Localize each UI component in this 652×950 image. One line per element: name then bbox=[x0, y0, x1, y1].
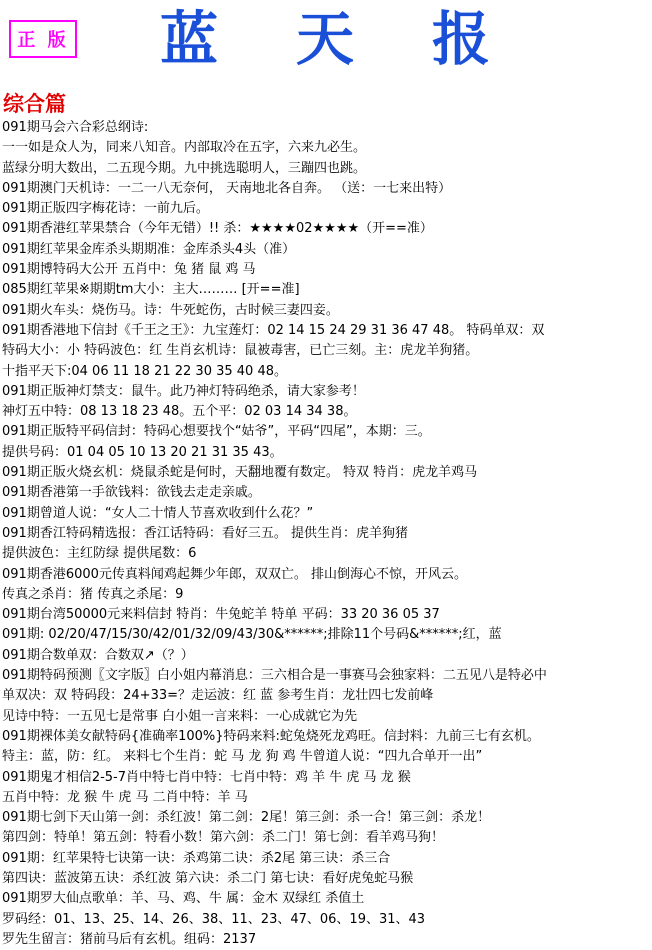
text-line: 091期香港第一手欲钱料：欲钱去走走亲戚。 bbox=[2, 485, 261, 501]
text-line: 091期火车头：烧伤马。诗：牛死蛇伤，古时候三妻四妾。 bbox=[2, 302, 339, 318]
text-line: 见诗中特：一五见七是常事 白小姐一言来料：一心成就它为先 bbox=[2, 708, 358, 724]
text-line: 091期正版四字梅花诗：一前九后。 bbox=[2, 201, 209, 217]
text-line: 091期合数单双：合数双↗（？） bbox=[2, 647, 194, 663]
text-line: 091期罗大仙点歌单：羊、马、鸡、牛 属：金木 双绿红 杀值土 bbox=[2, 891, 365, 907]
masthead-char: 报 bbox=[431, 5, 490, 73]
text-line: 罗码经：01、13、25、14、26、38、11、23、47、06、19、31、43 bbox=[2, 911, 426, 927]
text-line: 091期澳门天机诗：一二一八无奈何， 天南地北各自奔。 （送：一七来出特） bbox=[2, 180, 452, 196]
text-line: 提供号码：01 04 05 10 13 20 21 31 35 43。 bbox=[2, 444, 283, 460]
text-line: 091期博特码大公开 五肖中：兔 猪 鼠 鸡 马 bbox=[2, 262, 256, 278]
text-line: 蓝绿分明大数出，二五现今期。九中挑选聪明人，三蹦四也跳。 bbox=[2, 160, 367, 176]
text-line: 091期特码预测〖文字版〗白小姐内幕消息：三六相合是一事赛马会独家料：二五见八是特必中 bbox=[2, 668, 547, 684]
edition-badge: 正 版 bbox=[9, 20, 77, 58]
text-line: 091期香港6000元传真料闻鸡起舞少年郎，双双亡。 排山倒海心不惊，开风云。 bbox=[2, 566, 468, 582]
text-line: 091期红苹果金库杀头期期准：金库杀头4头（准） bbox=[2, 241, 296, 257]
masthead-title bbox=[160, 4, 490, 74]
text-line: 十指平天下:04 06 11 18 21 22 30 35 40 48。 bbox=[2, 363, 287, 379]
section-title: 综合篇 bbox=[3, 91, 66, 116]
text-line: 第四剑：特单！第五剑：特看小数！第六剑：杀二门！第七剑：看羊鸡马狗！ bbox=[2, 830, 445, 846]
text-line: 091期正版火烧玄机：烧鼠杀蛇是何时，天翻地覆有数定。 特双 特肖：虎龙羊鸡马 bbox=[2, 465, 478, 481]
text-line: 091期鬼才相信2-5-7肖中特七肖中特：七肖中特：鸡 羊 牛 虎 马 龙 猴 bbox=[2, 769, 411, 785]
text-line: 一一如是众人为，同来八知音。内部取冷在五字，六来九必生。 bbox=[2, 140, 367, 156]
text-line: 特码大小：小 特码波色：红 生肖玄机诗：鼠被毒害，已亡三刻。主：虎龙羊狗猪。 bbox=[2, 343, 479, 359]
text-line: 五肖中特：龙 猴 牛 虎 马 二肖中特：羊 马 bbox=[2, 789, 248, 805]
text-line: 091期香江特码精选报：香江话特码：看好三五。 提供生肖：虎羊狗猪 bbox=[2, 525, 408, 541]
text-line: 091期: 02/20/47/15/30/42/01/32/09/43/30&******;排除11个号码&******;红，蓝 bbox=[2, 627, 502, 643]
text-line: 提供波色：主红防绿 提供尾数：6 bbox=[2, 546, 197, 562]
text-line: 神灯五中特：08 13 18 23 48。五个平：02 03 14 34 38。 bbox=[2, 404, 357, 420]
text-line: 091期七剑下天山第一剑：杀红波！第二剑：2尾！第三剑：杀一合！第三剑：杀龙！ bbox=[2, 810, 491, 826]
text-line: 单双决：双 特码段：24+33=？走运波：红 蓝 参考生肖：龙壮四七发前峰 bbox=[2, 688, 434, 704]
text-line: 091期香港红苹果禁合（今年无错）!! 杀：★★★★02★★★★（开==准） bbox=[2, 221, 433, 237]
text-line: 091期曾道人说：“女人二十情人节喜欢收到什么花？” bbox=[2, 505, 314, 521]
text-line: 特主：蓝，防：红。 来料七个生肖：蛇 马 龙 狗 鸡 牛曾道人说：“四九合单开一出” bbox=[2, 749, 483, 765]
text-line: 091期正版神灯禁支：鼠牛。此乃神灯特码绝杀，请大家参考！ bbox=[2, 383, 365, 399]
text-line: 091期马会六合彩总纲诗: bbox=[2, 120, 149, 135]
text-line: 091期：红苹果特七诀第一诀：杀鸡第二诀：杀2尾 第三诀：杀三合 bbox=[2, 850, 391, 866]
text-line: 传真之杀肖：猪 传真之杀尾：9 bbox=[2, 586, 184, 602]
masthead-char: 蓝 bbox=[160, 5, 219, 73]
text-line: 091期正版特平码信封：特码心想要找个“姑爷”，平码“四尾”，本期：三。 bbox=[2, 424, 431, 440]
text-line: 091期台湾50000元来料信封 特肖：牛兔蛇羊 特单 平码：33 20 36 05 37 bbox=[2, 607, 440, 623]
text-line: 091期香港地下信封《千王之王》：九宝莲灯：02 14 15 24 29 31 36 47 48。 特码单双：双 bbox=[2, 322, 545, 338]
text-line: 091期裸体美女献特码{准确率100%}特码来料:蛇兔烧死龙鸡旺。信封料：九前三七有玄机。 bbox=[2, 728, 540, 744]
content-lines bbox=[2, 118, 650, 950]
text-line: 第四诀：蓝波第五诀：杀红波 第六诀：杀二门 第七诀：看好虎兔蛇马猴 bbox=[2, 870, 414, 886]
text-line: 085期红苹果※期期tm大小：主大……… [开==准] bbox=[2, 282, 300, 298]
masthead-char: 天 bbox=[295, 5, 354, 73]
text-line: 罗先生留言：猪前马后有玄机。组码：2137 bbox=[2, 931, 257, 947]
